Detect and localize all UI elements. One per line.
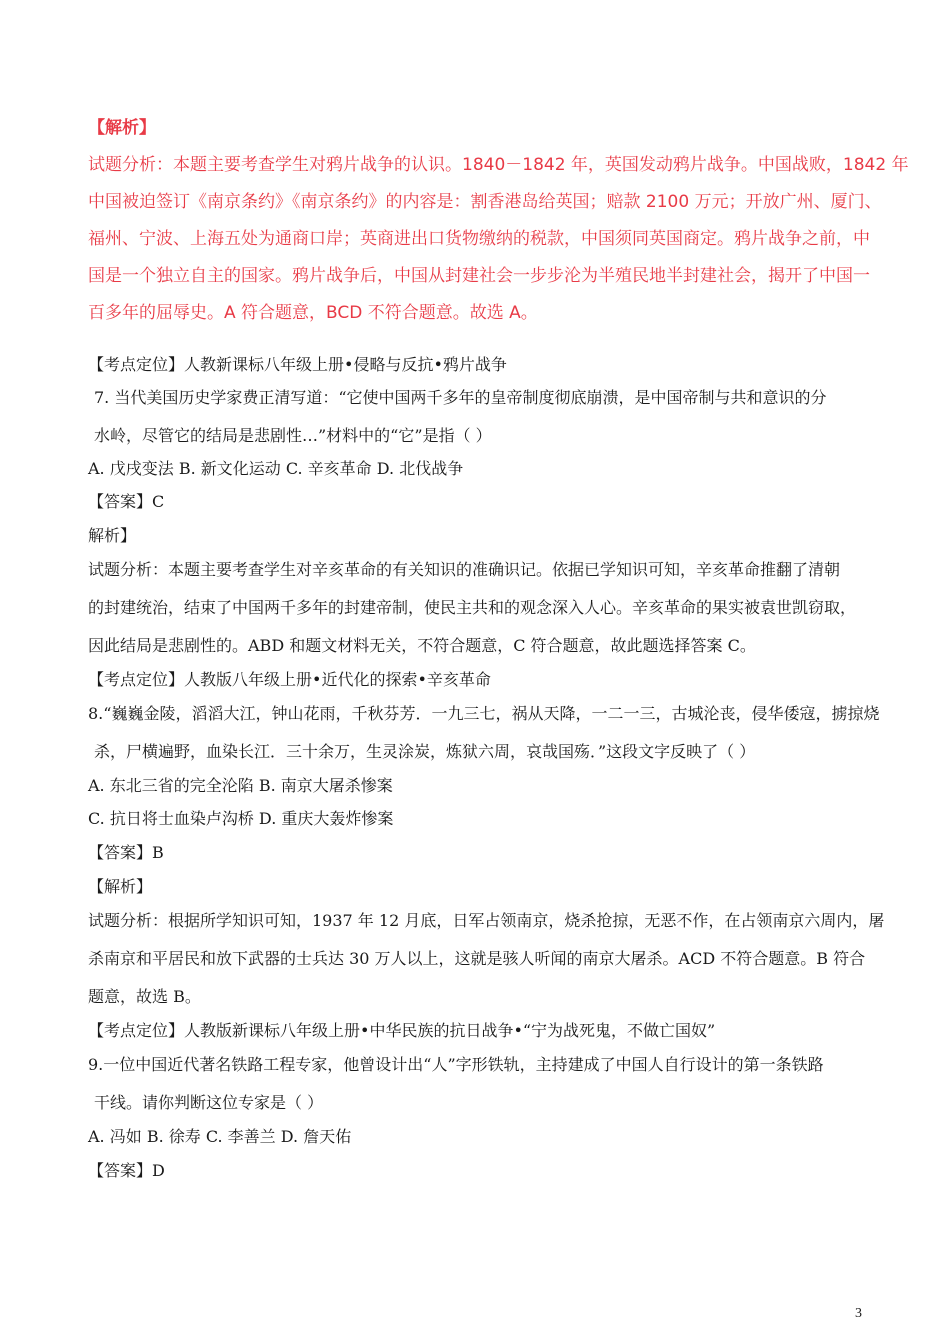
q8-analysis-line-3: 题意，故选 B。 (88, 987, 201, 1006)
q7-analysis-line-3: 因此结局是悲剧性的。ABD 和题文材料无关，不符合题意，C 符合题意，故此题选择答案 C。 (88, 636, 756, 655)
q7-answer: 【答案】C (88, 492, 165, 511)
q6-analysis-line-4: 国是一个独立自主的国家。鸦片战争后，中国从封建社会一步步沦为半殖民地半封建社会，揭开了中国一 (88, 266, 870, 286)
q6-analysis-line-3: 福州、宁波、上海五处为通商口岸；英商进出口货物缴纳的税款，中国须同英国商定。鸦片战争之前，中 (88, 229, 870, 249)
q7-analysis-line-2: 的封建统治，结束了中国两千多年的封建帝制，使民主共和的观念深入人心。辛亥革命的果实被袁世凯窃取， (88, 598, 857, 617)
q6-kaodian: 【考点定位】人教新课标八年级上册•侵略与反抗•鸦片战争 (88, 355, 507, 374)
q9-stem-line-1: 9.一位中国近代著名铁路工程专家，他曾设计出“人”字形铁轨，主持建成了中国人自行设计的第一条铁路 (88, 1055, 824, 1074)
q6-analysis-heading: 【解析】 (88, 118, 156, 138)
q8-stem-line-2: 杀，尸横遍野，血染长江．三十余万，生灵涂炭，炼狱六周，哀哉国殇．”这段文字反映了（ ） (94, 742, 756, 761)
q8-analysis-line-2: 杀南京和平居民和放下武器的士兵达 30 万人以上，这就是骇人听闻的南京大屠杀。ACD 不符合题意。B 符合 (88, 949, 866, 968)
q9-options: A. 冯如 B. 徐寿 C. 李善兰 D. 詹天佑 (88, 1127, 352, 1146)
q7-stem-line-2: 水岭，尽管它的结局是悲剧性…”材料中的“它”是指（ ） (94, 426, 492, 445)
q8-kaodian: 【考点定位】人教版新课标八年级上册•中华民族的抗日战争•“宁为战死鬼，不做亡国奴” (88, 1021, 716, 1040)
q7-stem-line-1: 7. 当代美国历史学家费正清写道：“它使中国两千多年的皇帝制度彻底崩溃，是中国帝制与共和意识的分 (94, 388, 827, 407)
q7-options: A. 戊戌变法 B. 新文化运动 C. 辛亥革命 D. 北伐战争 (88, 459, 464, 478)
q8-stem-line-1: 8.“巍巍金陵，滔滔大江，钟山花雨，千秋芬芳．一九三七，祸从天降，一二一三，古城沦丧，侵华倭寇，掳掠烧 (88, 704, 880, 723)
q9-answer: 【答案】D (88, 1161, 165, 1180)
q6-analysis-line-1: 试题分析：本题主要考查学生对鸦片战争的认识。1840－1842 年，英国发动鸦片战争。中国战败，1842 年 (88, 155, 909, 175)
q8-option-line-2: C. 抗日将士血染卢沟桥 D. 重庆大轰炸惨案 (88, 809, 394, 828)
q7-analysis-heading: 解析】 (88, 526, 137, 545)
q7-analysis-line-1: 试题分析：本题主要考查学生对辛亥革命的有关知识的准确识记。依据已学知识可知，辛亥革命推翻了清朝 (88, 560, 841, 579)
q7-kaodian: 【考点定位】人教版八年级上册•近代化的探索•辛亥革命 (88, 670, 491, 689)
q6-analysis-line-5: 百多年的屈辱史。A 符合题意，BCD 不符合题意。故选 A。 (88, 303, 538, 323)
page-number: 3 (855, 1306, 862, 1321)
q8-option-line-1: A. 东北三省的完全沦陷 B. 南京大屠杀惨案 (88, 776, 393, 795)
q9-stem-line-2: 干线。请你判断这位专家是（ ） (94, 1093, 324, 1112)
q6-analysis-line-2: 中国被迫签订《南京条约》《南京条约》的内容是：割香港岛给英国；赔款 2100 万元；开放广州、厦门、 (88, 192, 882, 212)
q8-answer: 【答案】B (88, 843, 164, 862)
q8-analysis-heading: 【解析】 (88, 877, 153, 896)
q8-analysis-line-1: 试题分析：根据所学知识可知，1937 年 12 月底，日军占领南京，烧杀抢掠，无恶不作，在占领南京六周内，屠 (88, 911, 885, 930)
